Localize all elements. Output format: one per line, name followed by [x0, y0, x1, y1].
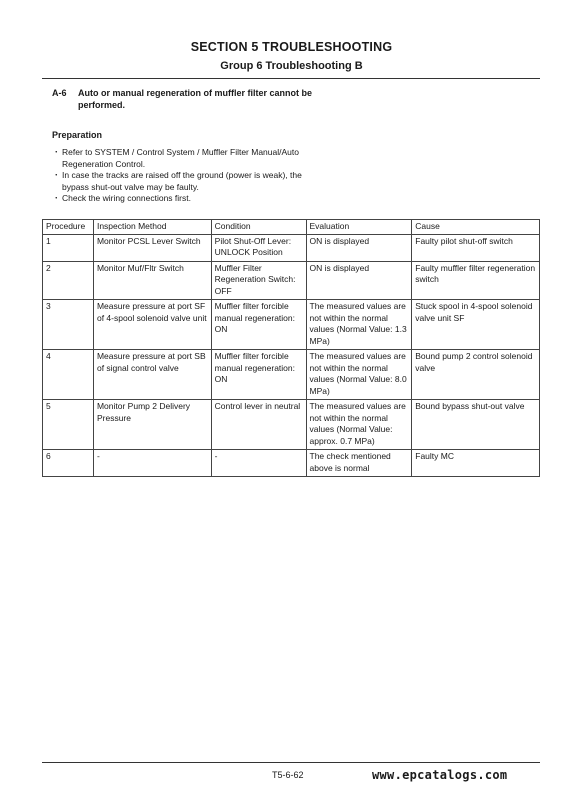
bottom-divider [42, 762, 540, 763]
table-row [43, 234, 540, 261]
cell-cause: Faulty muffler filter regeneration switch [412, 261, 540, 300]
preparation-item-text: Check the wiring connections first. [62, 193, 191, 203]
cell-inspection-method: Monitor Muf/Fltr Switch [93, 261, 211, 300]
troubleshooting-table [42, 219, 540, 477]
cell-condition: Muffler Filter Regeneration Switch: OFF [211, 261, 306, 300]
cell-evaluation: The measured values are not within the normal values (Normal Value: 8.0 MPa) [306, 350, 412, 400]
trouble-title: Auto or manual regeneration of muffler filter cannot be performed. [78, 88, 313, 110]
header-inspection-method: Inspection Method [93, 220, 211, 235]
table-row [43, 400, 540, 450]
preparation-label: Preparation [52, 130, 103, 140]
cell-procedure: 1 [43, 234, 94, 261]
cell-inspection-method: - [93, 450, 211, 477]
cell-procedure: 5 [43, 400, 94, 450]
table-row [43, 450, 540, 477]
preparation-item-text: In case the tracks are raised off the ground (power is weak), the bypass shut-out valve may be faulty. [62, 170, 302, 192]
page-number: T5-6-62 [272, 770, 304, 780]
cell-evaluation: The measured values are not within the normal values (Normal Value: 1.3 MPa) [306, 300, 412, 350]
preparation-item [52, 193, 302, 205]
preparation-item [52, 170, 302, 193]
bullet-icon: ・ [52, 170, 61, 180]
cell-cause: Bound pump 2 control solenoid valve [412, 350, 540, 400]
cell-inspection-method: Measure pressure at port SB of signal control valve [93, 350, 211, 400]
cell-evaluation: The check mentioned above is normal [306, 450, 412, 477]
cell-condition: Muffler filter forcible manual regeneration: ON [211, 350, 306, 400]
bullet-icon: ・ [52, 147, 61, 157]
cell-condition: - [211, 450, 306, 477]
table-row [43, 350, 540, 400]
table-row [43, 300, 540, 350]
cell-condition: Muffler filter forcible manual regeneration: ON [211, 300, 306, 350]
table-row [43, 261, 540, 300]
cell-procedure: 6 [43, 450, 94, 477]
header-procedure: Procedure [43, 220, 94, 235]
cell-evaluation: ON is displayed [306, 261, 412, 300]
cell-condition: Control lever in neutral [211, 400, 306, 450]
cell-evaluation: ON is displayed [306, 234, 412, 261]
cell-procedure: 2 [43, 261, 94, 300]
cell-evaluation: The measured values are not within the normal values (Normal Value: approx. 0.7 MPa) [306, 400, 412, 450]
cell-cause: Bound bypass shut-out valve [412, 400, 540, 450]
cell-cause: Faulty pilot shut-off switch [412, 234, 540, 261]
preparation-item [52, 147, 302, 170]
watermark-text: www.epcatalogs.com [372, 768, 508, 782]
preparation-item-text: Refer to SYSTEM / Control System / Muffler Filter Manual/Auto Regeneration Control. [62, 147, 299, 169]
bullet-icon: ・ [52, 193, 61, 203]
cell-inspection-method: Monitor Pump 2 Delivery Pressure [93, 400, 211, 450]
cell-procedure: 3 [43, 300, 94, 350]
header-condition: Condition [211, 220, 306, 235]
section-title: SECTION 5 TROUBLESHOOTING [190, 40, 393, 54]
trouble-code: A-6 [52, 88, 67, 98]
top-divider [42, 78, 540, 79]
header-evaluation: Evaluation [306, 220, 412, 235]
group-title: Group 6 Troubleshooting B [220, 60, 363, 72]
cell-cause: Stuck spool in 4-spool solenoid valve unit SF [412, 300, 540, 350]
cell-cause: Faulty MC [412, 450, 540, 477]
cell-inspection-method: Measure pressure at port SF of 4-spool solenoid valve unit [93, 300, 211, 350]
table-header-row [43, 220, 540, 235]
preparation-list [52, 147, 302, 205]
cell-procedure: 4 [43, 350, 94, 400]
cell-condition: Pilot Shut-Off Lever: UNLOCK Position [211, 234, 306, 261]
header-cause: Cause [412, 220, 540, 235]
cell-inspection-method: Monitor PCSL Lever Switch [93, 234, 211, 261]
